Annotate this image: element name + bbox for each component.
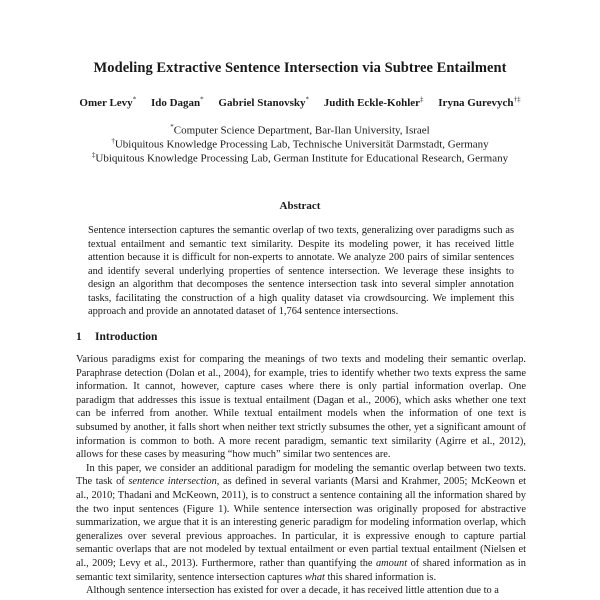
abstract-heading: Abstract — [279, 200, 321, 212]
author-name: Judith Eckle-Kohler‡ — [323, 95, 424, 109]
section-heading: 1 Introduction — [76, 331, 158, 343]
body-paragraph: Various paradigms exist for comparing the meanings of two texts and modeling their semantic overlap. Paraphrase detection (Dolan et al., 2004), for example, tries to identify whether two texts express the same information. It cannot, however, capture cases where there is only partial information overlap. One paradigm that addresses this issue is textual entailment (Dagan et al., 2006), which asks whether one text can be inferred from another. While textual entailment models when the information of one text is subsumed by another, it falls short when neither text strictly subsumes the other, yet a significant amount of information is common to both. A more recent paradigm, semantic text similarity (Agirre et al., 2012), allows for these cases by measuring “how much” similar two sentences are. — [76, 354, 526, 461]
body-paragraph: In this paper, we consider an additional paradigm for modeling the semantic overlap between two texts. The task of sentence intersection, as defined in several variants (Marsi and Krahmer, 2005; McKeown et al., 2010; Thadani and McKeown, 2011), is to construct a sentence containing all the information shared by the two input sentences (Figure 1). While sentence intersection was originally proposed for abstractive summarization, we argue that it is an interesting generic paradigm for modeling information overlap, which generalizes over several previous approaches. In particular, it is expressive enough to capture partial semantic overlaps that are not modeled by textual entailment or even partial textual entailment (Nielsen et al., 2009; Levy et al., 2013). Furthermore, rather than quantifying the amount of shared information as in semantic text similarity, sentence intersection captures what this shared information is. — [76, 462, 526, 583]
author-list — [0, 95, 600, 109]
body-paragraph: Although sentence intersection has existed for over a decade, it has received little attention due to a — [86, 585, 499, 597]
author-name: Ido Dagan* — [150, 95, 204, 109]
author-name: Omer Levy* — [79, 95, 137, 109]
author-name: Iryna Gurevych†‡ — [438, 95, 521, 109]
affiliation: *Computer Science Department, Bar-Ilan University, Israel — [170, 123, 430, 137]
affiliation: ‡Ubiquitous Knowledge Processing Lab, German Institute for Educational Research, Germany — [91, 151, 509, 165]
author-name: Gabriel Stanovsky* — [218, 95, 310, 109]
body-text — [76, 353, 526, 598]
abstract-text: Sentence intersection captures the semantic overlap of two texts, generalizing over paradigms such as textual entailment and semantic text similarity. Despite its modeling power, it has received little attention because it is difficult for non-experts to annotate. We analyze 200 pairs of similar sentences and identify several underlying properties of sentence intersection. We leverage these insights to design an algorithm that decomposes the sentence intersection task into several simpler annotation tasks, facilitating the construction of a high quality dataset via crowdsourcing. We implement this approach and provide an annotated dataset of 1,764 sentence intersections. — [88, 225, 514, 318]
affiliation: †Ubiquitous Knowledge Processing Lab, Technische Universität Darmstadt, Germany — [111, 137, 489, 151]
paper-title: Modeling Extractive Sentence Intersection via Subtree Entailment — [93, 60, 507, 76]
